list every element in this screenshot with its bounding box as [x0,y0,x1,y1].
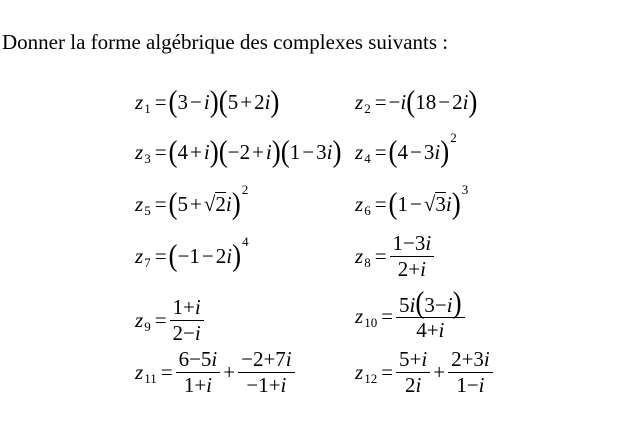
minus: − [177,243,190,268]
radical-sign: √ [423,191,436,216]
imag: i [434,139,441,164]
rparen: ) [440,133,450,168]
plus: + [433,359,446,384]
numerator [176,347,221,372]
num: 5 [177,191,189,216]
var: z [355,139,364,164]
plus: + [268,372,281,397]
numerator [396,284,465,320]
var: z [355,191,364,216]
plus: + [263,347,276,372]
num: 2 [451,347,462,372]
minus: − [302,139,315,164]
equals: = [154,243,167,268]
num: 2 [254,89,265,114]
denominator [243,373,289,397]
fraction [396,284,465,342]
imag: i [264,89,271,114]
rparen: ) [468,83,478,118]
num: 3 [424,292,435,317]
equals: = [374,89,387,114]
minus: − [438,89,451,114]
denominator [170,321,204,345]
lparen: ( [218,133,228,168]
num: 1 [456,372,467,397]
plus: + [183,295,195,320]
minus: − [183,320,195,345]
fraction [390,231,435,280]
var: z [135,89,144,114]
index: 11 [144,371,157,386]
rparen: ) [209,133,219,168]
minus: − [190,89,202,114]
index: 9 [144,319,151,334]
equation-z7 [135,236,249,276]
minus: − [434,292,447,317]
imag: i [225,191,232,216]
exponent: 2 [241,182,249,197]
imag: i [203,139,210,164]
lparen: ( [406,83,416,118]
equation-z1 [135,82,279,122]
equals: = [154,191,167,216]
var: z [135,139,144,164]
num: 5 [399,292,410,317]
lparen: ( [388,185,398,220]
num: 2 [239,139,251,164]
num: 4 [177,139,189,164]
imag: i [226,243,233,268]
radicand [435,192,446,216]
num: 3 [414,231,426,256]
imag: i [285,347,292,372]
num: 3 [473,347,484,372]
index: 4 [364,151,371,166]
denominator [181,373,215,397]
imag: i [280,372,287,397]
num: 3 [435,192,446,217]
num: 1 [289,139,301,164]
minus: − [246,372,259,397]
imag: i [194,320,201,345]
fraction [176,347,221,396]
lparen: ( [168,185,178,220]
num: 5 [399,347,410,372]
imag: i [326,139,333,164]
minus: − [403,231,415,256]
numerator [170,295,204,320]
lparen: ( [168,83,178,118]
imag: i [438,318,445,342]
imag: i [421,347,428,372]
imag: i [415,372,422,397]
equation-z12 [355,348,494,396]
plus: + [461,347,474,372]
radicand [215,192,226,216]
index: 7 [144,255,151,270]
rparen: ) [271,133,281,168]
minus: − [410,191,422,216]
lparen: ( [280,133,290,168]
exercise-title: Donner la forme algébrique des complexes suivants : [2,30,449,54]
minus: − [410,139,422,164]
imag: i [203,89,210,114]
denominator [413,318,447,342]
plus: + [190,191,202,216]
rparen: ) [332,133,342,168]
fraction [238,347,295,396]
equation-z5 [135,184,248,224]
index: 12 [364,371,378,386]
plus: + [190,139,202,164]
rparen: ) [270,83,280,118]
imag: i [206,372,212,397]
num: 3 [423,139,435,164]
equation-z6 [355,184,468,224]
imag: i [425,231,432,256]
imag: i [194,295,201,320]
imag: i [483,347,490,372]
var: z [135,307,144,332]
equation-z11 [135,348,296,396]
numerator [390,231,435,256]
equation-z8 [355,231,435,281]
lparen: ( [388,133,398,168]
equals: = [154,139,167,164]
minus: − [466,372,479,397]
num: 2 [404,372,416,397]
plus: + [409,347,422,372]
fraction [448,347,493,396]
imag: i [265,139,272,164]
num: 1 [172,295,184,320]
fraction [170,295,204,344]
equals: = [381,303,394,328]
equals: = [154,89,167,114]
imag: i [211,347,218,372]
equals: = [374,243,387,268]
sqrt [204,192,226,217]
denominator [453,373,487,397]
denominator [402,373,424,397]
rparen: ) [232,237,242,272]
imag: i [446,292,453,317]
equals: = [374,191,387,216]
denominator [395,257,429,281]
plus: + [408,256,421,281]
lparen: ( [415,284,425,320]
num: 5 [227,89,239,114]
equation-z4 [355,132,457,172]
var: z [135,243,144,268]
var: z [135,191,144,216]
numerator [448,347,493,372]
lparen: ( [168,237,178,272]
num: 3 [316,139,327,164]
index: 1 [144,101,151,116]
num: 2 [252,347,264,372]
minus: − [241,347,253,372]
equation-z3 [135,132,341,172]
fraction [396,347,430,396]
sqrt [424,192,446,217]
num: 2 [215,192,226,217]
var: z [355,89,364,114]
num: 5 [200,347,212,372]
rparen: ) [452,284,462,320]
radical-sign: √ [203,191,216,216]
plus: + [223,359,236,384]
num: 1 [258,372,269,397]
num: 1 [189,243,200,268]
equals: = [381,359,394,384]
equation-z2 [355,82,477,122]
var: z [355,359,364,384]
exponent: 2 [450,130,457,145]
lparen: ( [168,133,178,168]
index: 10 [364,315,378,330]
num: 1 [397,191,409,216]
num: 2 [452,89,463,114]
num: 1 [183,372,195,397]
equation-z9 [135,296,205,344]
var: z [135,359,144,384]
plus: + [426,318,439,342]
plus: + [252,139,264,164]
num: 2 [397,256,409,281]
plus: + [194,372,207,397]
rparen: ) [451,185,461,220]
minus: − [227,139,240,164]
minus: − [201,243,214,268]
minus: − [388,89,401,114]
num: 1 [392,231,404,256]
index: 6 [364,203,371,218]
index: 2 [364,101,371,116]
var: z [355,243,364,268]
minus: − [189,347,201,372]
num: 4 [397,139,409,164]
imag: i [462,89,469,114]
numerator [238,347,295,372]
num: 2 [215,243,227,268]
num: 2 [172,320,184,345]
equals: = [154,307,167,332]
rparen: ) [231,185,241,220]
rparen: ) [209,83,219,118]
lparen: ( [218,83,228,118]
num: 6 [178,347,190,372]
index: 5 [144,203,151,218]
equation-z10 [355,284,466,344]
imag: i [478,372,485,397]
imag: i [445,191,452,216]
var: z [355,303,364,328]
plus: + [240,89,253,114]
imag: i [420,256,426,281]
exponent: 4 [242,234,249,249]
index: 3 [144,151,151,166]
num: 7 [275,347,286,372]
imag: i [400,89,407,114]
num: 3 [177,89,189,114]
equals: = [160,359,173,384]
num: 4 [416,318,427,342]
index: 8 [364,255,371,270]
numerator [396,347,430,372]
exponent: 3 [461,182,469,197]
imag: i [409,292,416,317]
num: 18 [415,89,437,114]
equals: = [374,139,387,164]
